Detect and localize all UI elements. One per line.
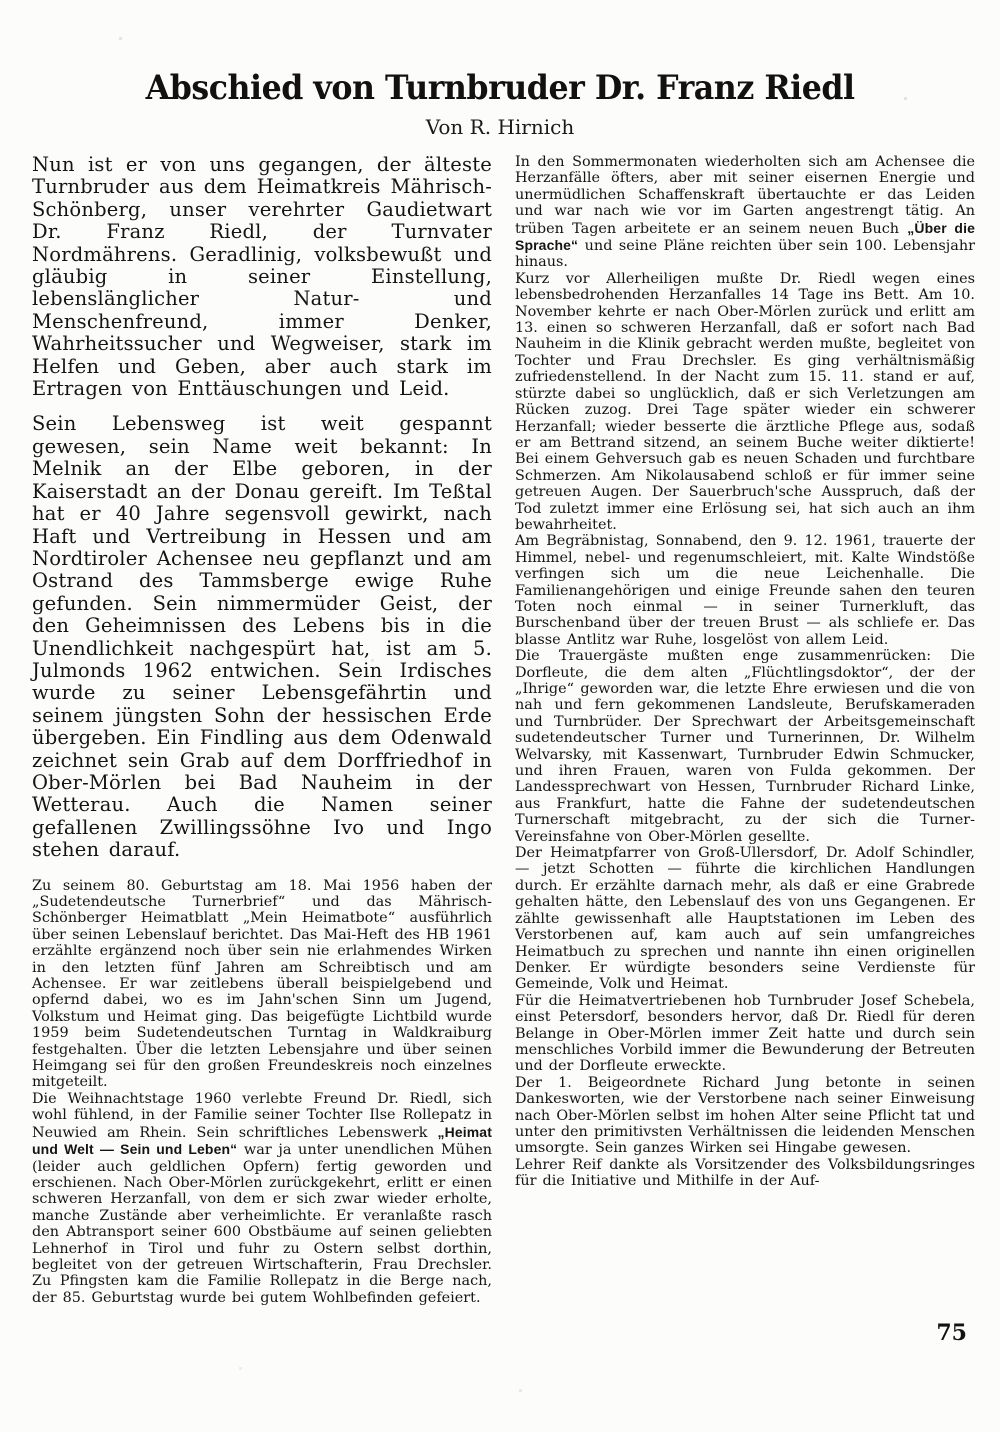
body-paragraph: Die Weihnachtstage 1960 verlebte Freund Dr. Riedl, sich wohl fühlend, in der Familie seiner Tochter Ilse Rollepatz in Neuwied am Rhein. Sein schriftliches Lebenswerk „Heimat und Welt — Sein und Leben“ war ja unter unendlichen Mühen (leider auch geldlichen Opfern) fertig geworden und erschienen. Nach Ober-Mörlen zurückgekehrt, erlitt er einen schweren Herzanfall, von dem er sich zwar wieder erholte, manche Zustände aber verheimlichte. Er veranlaßte rasch den Abtransport seiner 600 Obstbäume auf seinen geliebten Lehnerhof in Tirol und fuhr zu Ostern selbst dorthin, begleitet von der getreuen Wirtschafterin, Frau Drechsler. Zu Pfingsten kam die Familie Rollepatz in die Berge nach, der 85. Geburtstag wurde bei gutem Wohlbefinden gefeiert. (32, 1090, 492, 1306)
scan-speckles (0, 0, 1, 1)
article-byline: Von R. Hirnich (425, 115, 575, 139)
body-paragraph: In den Sommermonaten wiederholten sich am Achensee die Herzanfälle öfters, aber mit seiner eisernen Energie und unermüdlichen Schaffenskraft übertauchte er das Leiden und war nach wie vor im Garten angestrengt tätig. An trüben Tagen arbeitete er an seinem neuen Buch „Über die Sprache“ und seine Pläne reichten über sein 100. Lebensjahr hinaus. (515, 154, 975, 271)
article-body (0, 154, 1000, 1306)
body-paragraph: Am Begräbnistag, Sonnabend, den 9. 12. 1961, trauerte der Himmel, nebel- und regenumschleiert, mit. Kalte Windstöße verfingen sich um die neue Leichenhalle. Die Familienangehörigen und einige Freunde sahen den teuren Toten noch einmal — in seiner Turnerkluft, das Burschenband über der treuen Brust — als schliefe er. Das blasse Antlitz war Ruhe, losgelöst von allem Leid. (515, 533, 975, 648)
body-paragraph: Der 1. Beigeordnete Richard Jung betonte in seinen Dankesworten, wie der Verstorbene nach seiner Einweisung nach Ober-Mörlen selbst im hohen Alter seine Pflicht tat und unter den primitivsten Verhältnissen die leidenden Menschen umsorgte. Sein ganzes Wirken sei Hingabe gewesen. (515, 1074, 975, 1157)
body-paragraph: Lehrer Reif dankte als Vorsitzender des Volksbildungsringes für die Initiative und Mithilfe in der Auf- (515, 1156, 975, 1190)
lead-paragraph: Nun ist er von uns gegangen, der älteste Turnbruder aus dem Heimatkreis Mährisch-Schönberg, unser verehrter Gaudietwart Dr. Franz Riedl, der Turnvater Nordmährens. Geradlinig, volksbewußt und gläubig in seiner Einstellung, lebenslänglicher Natur- und Menschenfreund, immer Denker, Wahrheitssucher und Wegweiser, stark im Helfen und Geben, aber auch stark im Ertragen von Enttäuschungen und Leid. (32, 153, 492, 401)
body-paragraph: Die Trauergäste mußten enge zusammenrücken: Die Dorfleute, die dem alten „Flüchtlingsdoktor“, der der „Ihrige“ geworden war, die letzte Ehre erwiesen und die von nah und fern gekommenen Landsleute, Berufskameraden und Turnbrüder. Der Sprechwart der Arbeitsgemeinschaft sudetendeutscher Turner und Turnerinnen, Dr. Wilhelm Welvarsky, mit Kassenwart, Turnbruder Edwin Schmucker, und ihren Frauen, waren von Fulda gekommen. Der Landessprechwart von Hessen, Turnbruder Richard Linke, aus Frankfurt, hatte die Fahne der sudetendeutschen Turnerschaft mitgebracht, zu der sich die Turner-Vereinsfahne von Ober-Mörlen gesellte. (515, 648, 975, 845)
right-column (515, 154, 975, 1306)
left-column (32, 154, 492, 1306)
article-header (0, 0, 1000, 139)
body-paragraph: Zu seinem 80. Geburtstag am 18. Mai 1956 haben der „Sudetendeutsche Turnerbrief“ und das Mährisch-Schönberger Heimatblatt „Mein Heimatbote“ ausführlich über seinen Lebenslauf berichtet. Das Mai-Heft des HB 1961 erzählte ergänzend noch über sein nie erlahmendes Wirken in den letzten fünf Jahren am Schreibtisch und am Achensee. Er war zeitlebens überall beispielgebend und opfernd dabei, wo es im Jahn'schen Sinn um Jugend, Volkstum und Heimat ging. Das beigefügte Lichtbild wurde 1959 beim Sudetendeutschen Turntag in Waldkraiburg festgehalten. Über die letzten Lebensjahre und über seinen Heimgang sei für den großen Freundeskreis noch einzelnes mitgeteilt. (32, 877, 492, 1091)
body-paragraph: Für die Heimatvertriebenen hob Turnbruder Josef Schebela, einst Petersdorf, besonders hervor, daß Dr. Riedl für deren Belange in Ober-Mörlen immer Zeit hatte und durch sein menschliches Vorbild immer die Bewunderung der Betreuten und der Dorfleute erweckte. (515, 992, 975, 1075)
lead-paragraph: Sein Lebensweg ist weit gespannt gewesen, sein Name weit bekannt: In Melnik an der Elbe geboren, in der Kaiserstadt an der Donau gereift. Im Teßtal hat er 40 Jahre segensvoll gewirkt, nach Haft und Vertreibung in Hessen und am Nordtiroler Achensee neu gepflanzt und am Ostrand des Tammsberge ewige Ruhe gefunden. Sein nimmermüder Geist, der den Geheimnissen des Lebens bis in die Unendlichkeit nachgespürt hat, ist am 5. Julmonds 1962 entwichen. Sein Irdisches wurde zu seiner Lebensgefährtin und seinem jüngsten Sohn der hessischen Erde übergeben. Ein Findling aus dem Odenwald zeichnet sein Grab auf dem Dorffriedhof in Ober-Mörlen bei Bad Nauheim in der Wetterau. Auch die Namen seiner gefallenen Zwillingssöhne Ivo und Ingo stehen darauf. (32, 412, 492, 862)
left-column-small-text (32, 878, 492, 1307)
article-title: Abschied von Turnbruder Dr. Franz Riedl (145, 68, 855, 108)
page-number: 75 (936, 1320, 967, 1346)
body-paragraph: Der Heimatpfarrer von Groß-Ullersdorf, Dr. Adolf Schindler, — jetzt Schotten — führte die kirchlichen Handlungen durch. Er erzählte darnach mehr, als daß er eine Grabrede gehalten hätte, den Lebenslauf des von uns Gegangenen. Er zählte gewissenhaft alle Hauptstationen im Leben des Verstorbenen auf, kam auch auf sein umfangreiches Heimatbuch zu sprechen und nannte ihn einen originellen Denker. Er würdigte besonders seine Verdienste für Gemeinde, Volk und Heimat. (515, 845, 975, 993)
body-paragraph: Kurz vor Allerheiligen mußte Dr. Riedl wegen eines lebensbedrohenden Herzanfalles 14 Tage ins Bett. Am 10. November kehrte er nach Ober-Mörlen zurück und erlitt am 13. einen so schweren Herzanfall, daß er sofort nach Bad Nauheim in die Klinik gebracht werden mußte, begleitet von Tochter und Frau Drechsler. Es ging verhältnismäßig zufriedenstellend. In der Nacht zum 15. 11. stand er auf, stürzte dabei so unglücklich, daß er sich Verletzungen am Rücken zuzog. Drei Tage später wieder ein schwerer Herzanfall; wieder besserte die ärztliche Pflege aus, sodaß er am Bettrand sitzend, an seinem Buche weiter diktierte! Bei einem Gehversuch gab es neuen Schaden und furchtbare Schmerzen. Am Nikolausabend schloß er für immer seine getreuen Augen. Der Sauerbruch'sche Ausspruch, daß der Tod zuletzt immer eine Erlösung sei, hat sich auch an ihm bewahrheitet. (515, 270, 975, 533)
